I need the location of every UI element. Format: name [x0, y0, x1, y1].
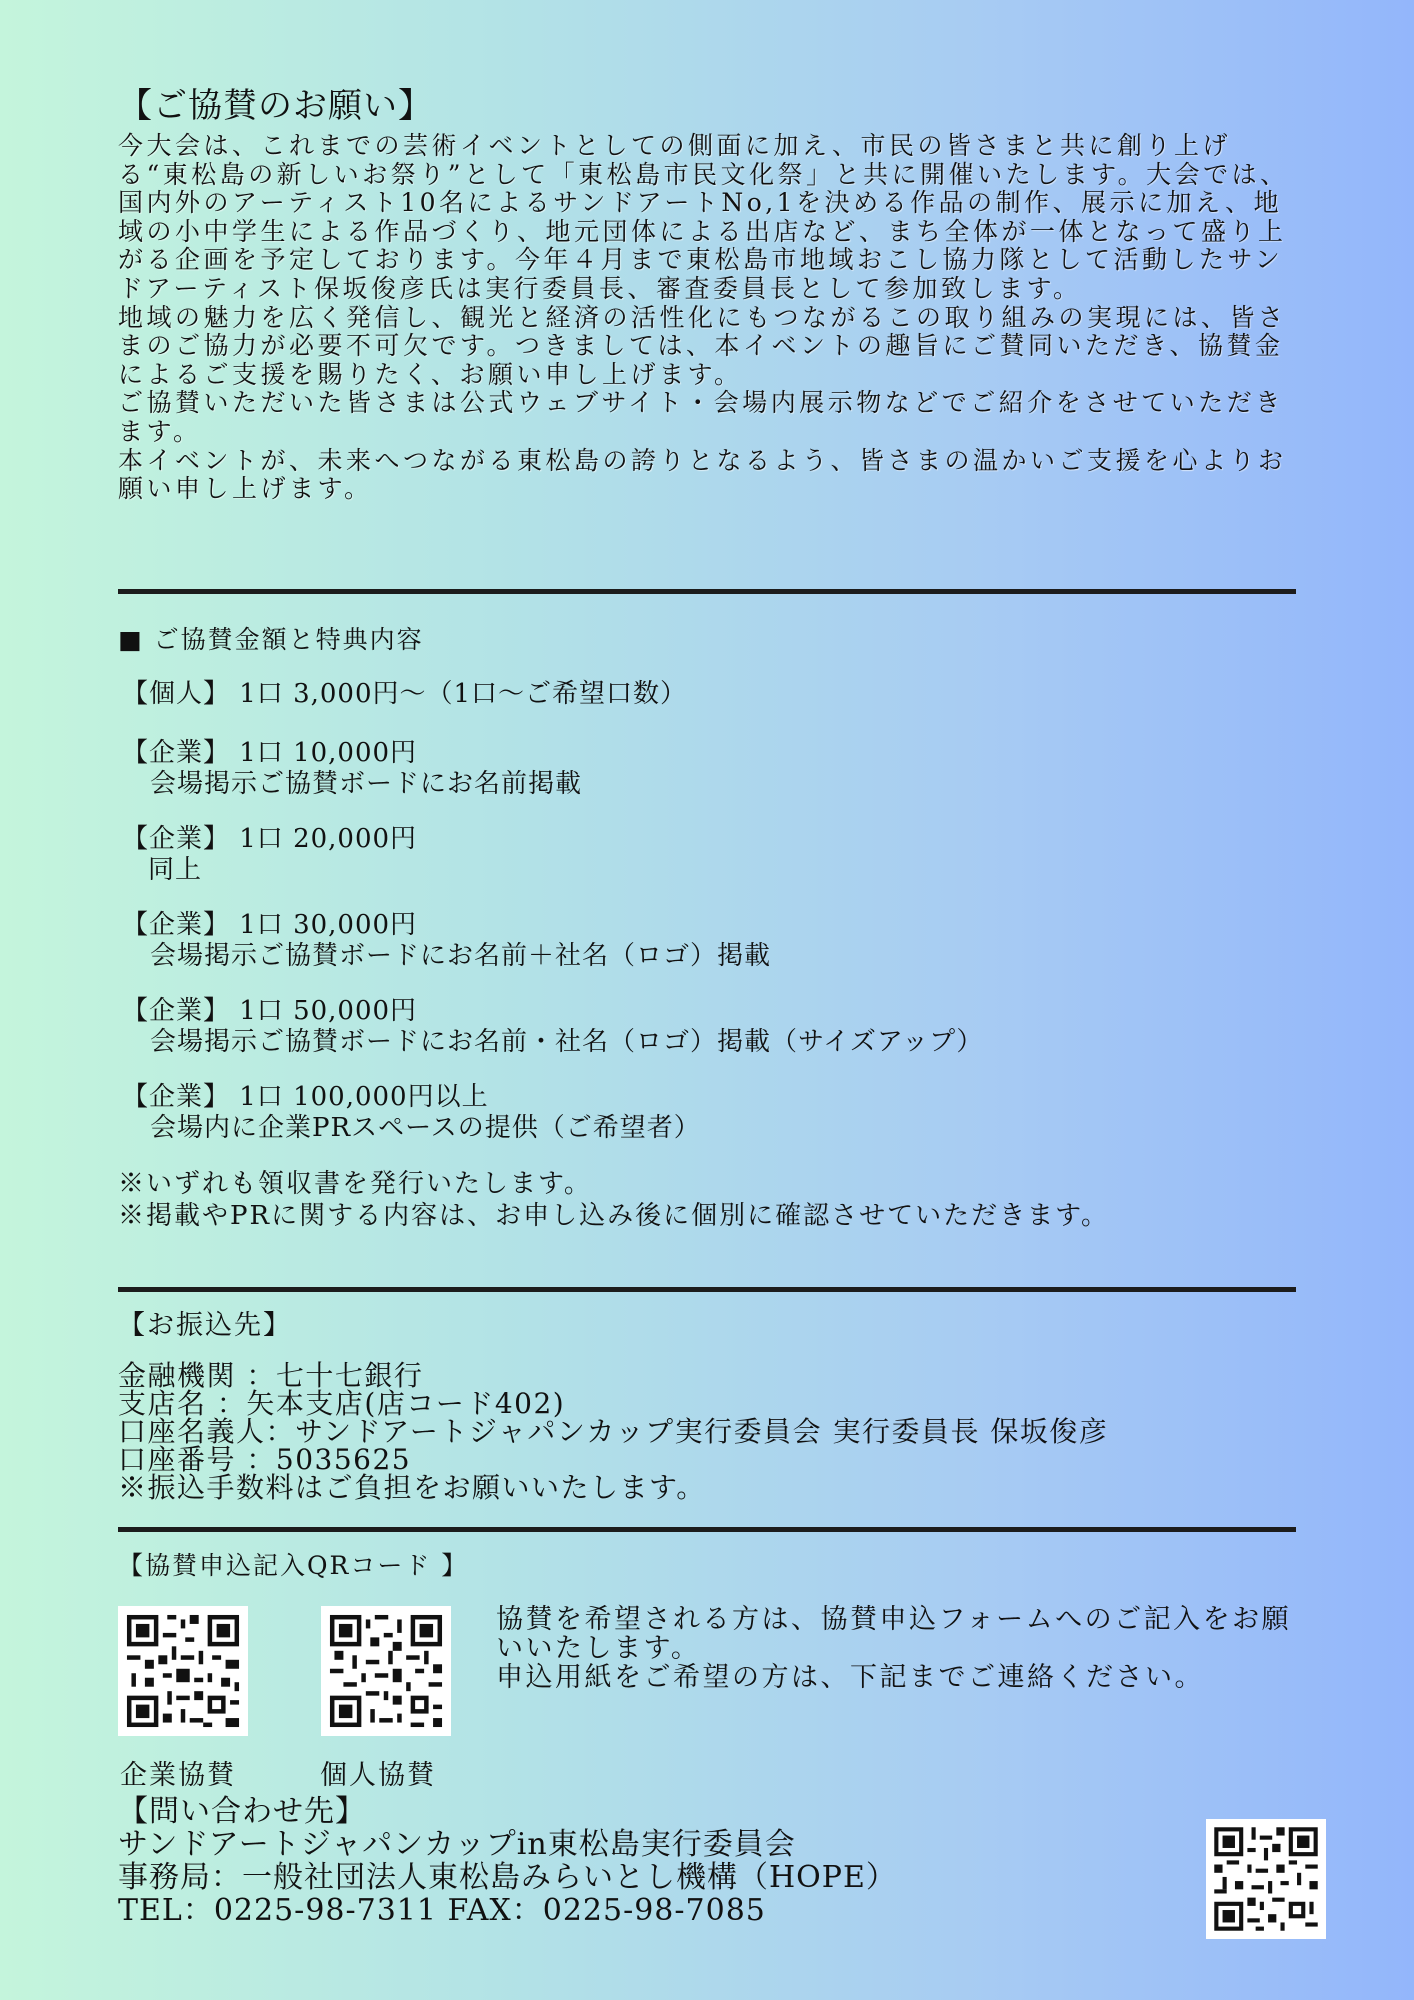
tier-corporate-10000	[122, 738, 582, 800]
individual-qr-label: 個人協賛	[320, 1760, 436, 1791]
tier-benefit: 会場掲示ご協賛ボードにお名前・社名（ロゴ）掲載（サイズアップ）	[150, 1027, 984, 1057]
tier-benefit: 会場内に企業PRスペースの提供（ご希望者）	[150, 1113, 701, 1143]
transfer-title: 【お振込先】	[118, 1310, 292, 1341]
fee-note: ※振込手数料はご負担をお願いいたします。	[118, 1471, 706, 1504]
qr-title: 【協賛申込記入QRコード 】	[118, 1551, 469, 1580]
request-paragraph: ご協賛いただいた皆さまは公式ウェブサイト・会場内展示物などでご紹介をさせていただきます。	[118, 388, 1284, 446]
tier-price: 【企業】 1口 20,000円	[122, 824, 418, 854]
tier-corporate-20000	[122, 824, 417, 886]
instruction-line: 協賛を希望される方は、協賛申込フォームへのご記入をお願いいたします。	[496, 1604, 1292, 1664]
tier-corporate-30000	[122, 910, 771, 972]
contact-phone-fax: TEL：0225-98-7311 FAX：0225-98-7085	[118, 1893, 766, 1928]
qr-instructions	[496, 1605, 1316, 1692]
account-number: 口座番号 ：5035625	[118, 1443, 412, 1476]
divider	[118, 1527, 1296, 1532]
instruction-line: 申込用紙をご希望の方は、下記までご連絡ください。	[496, 1662, 1204, 1693]
divider	[118, 589, 1296, 594]
tier-price: 【企業】 1口 30,000円	[122, 910, 418, 940]
sponsorship-notes	[118, 1168, 1109, 1232]
tier-price: 【個人】 1口 3,000円～（1口～ご希望口数）	[122, 679, 688, 709]
contact-qr-code[interactable]	[1206, 1819, 1326, 1939]
contact-title: 【問い合わせ先】	[118, 1794, 366, 1829]
qr-code-icon	[1206, 1819, 1326, 1939]
contact-office: 事務局：一般社団法人東松島みらいとし機構（HOPE）	[118, 1860, 897, 1895]
qr-code-icon	[321, 1606, 451, 1736]
tier-benefit: 同上	[148, 855, 203, 885]
tier-price: 【企業】 1口 10,000円	[122, 738, 418, 768]
tier-benefit: 会場掲示ご協賛ボードにお名前掲載	[150, 769, 583, 799]
contact-org: サンドアートジャパンカップin東松島実行委員会	[118, 1827, 796, 1862]
bank-name: 金融機関 ：七十七銀行	[118, 1359, 424, 1392]
qr-code-icon	[118, 1606, 248, 1736]
request-heading: 【ご協賛のお願い】	[118, 86, 433, 126]
tier-corporate-100000	[122, 1082, 701, 1144]
bank-details	[118, 1359, 1109, 1504]
note-line: ※掲載やPRに関する内容は、お申し込み後に個別に確認させていただきます。	[118, 1201, 1109, 1231]
corporate-qr-label: 企業協賛	[120, 1760, 236, 1791]
request-paragraph: 本イベントが、未来へつながる東松島の誇りとなるよう、皆さまの温かいご支援を心よりお願い申し上げます。	[118, 445, 1287, 504]
corporate-qr-code[interactable]	[118, 1606, 248, 1736]
tier-benefit: 会場掲示ご協賛ボードにお名前＋社名（ロゴ）掲載	[150, 941, 772, 971]
tier-price: 【企業】 1口 100,000円以上	[122, 1082, 489, 1112]
request-paragraph: 地域の魅力を広く発信し、観光と経済の活性化にもつながるこの取り組みの実現には、皆さまのご協力が必要不可欠です。つきましては、本イベントの趣旨にご賛同いただき、協賛金によるご支援を賜りたく、お願い申し上げます。	[118, 302, 1287, 389]
account-holder: 口座名義人：サンドアートジャパンカップ実行委員会 実行委員長 保坂俊彦	[118, 1415, 1109, 1448]
tier-price: 【企業】 1口 50,000円	[122, 996, 418, 1026]
sponsorship-title: ■ ご協賛金額と特典内容	[118, 625, 424, 654]
tier-individual	[122, 679, 687, 710]
divider	[118, 1287, 1296, 1292]
request-paragraph: 今大会は、これまでの芸術イベントとしての側面に加え、市民の皆さまと共に創り上げる“東松島の新しいお祭り”として「東松島市民文化祭」と共に開催いたします。大会では、国内外のアーティスト10名によるサンドアートNo,1を決める作品の制作、展示に加え、地域の小中学生による作品づくり、地元団体による出店など、まち全体が一体となって盛り上がる企画を予定しております。今年４月まで東松島市地域おこし協力隊として活動したサンドアーティスト保坂俊彦氏は実行委員長、審査委員長として参加致します。	[118, 131, 1289, 303]
contact-block	[118, 1795, 897, 1927]
tier-corporate-50000	[122, 996, 983, 1058]
branch-name: 支店名 ：矢本支店(店コード402)	[118, 1387, 566, 1420]
note-line: ※いずれも領収書を発行いたします。	[118, 1169, 592, 1199]
request-body	[118, 132, 1300, 504]
individual-qr-code[interactable]	[321, 1606, 451, 1736]
